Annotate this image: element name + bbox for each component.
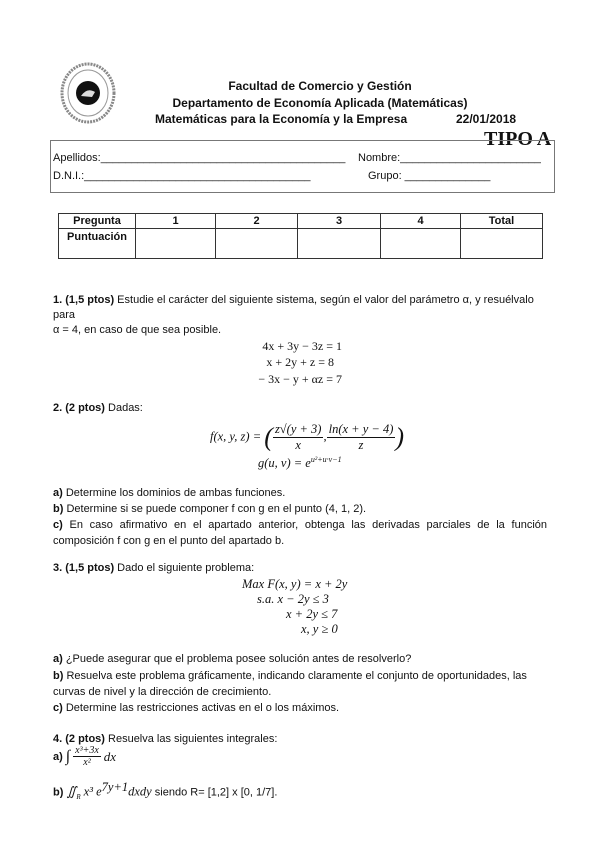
- q3-part-b-2: curvas de nivel y la dirección de crecimiento.: [53, 686, 272, 698]
- score-cell-total[interactable]: [461, 229, 543, 259]
- text: En caso afirmativo en el apartado anterior, obtenga las derivadas parciales de la función: [62, 519, 547, 531]
- label: a): [53, 653, 63, 665]
- integrand-numerator: x³+3x: [75, 745, 99, 756]
- label: c): [53, 519, 63, 531]
- g-exponent: u²+u·v−1: [310, 455, 342, 464]
- double-integral-sign: ∬: [66, 784, 77, 799]
- q1-heading: 1. (1,5 ptos): [53, 294, 115, 306]
- header-cell: 2: [216, 214, 298, 229]
- lp-constraint-1: s.a. x − 2y ≤ 3: [257, 592, 329, 606]
- question-4: [53, 733, 277, 745]
- lp-constraint-2: x + 2y ≤ 7: [286, 607, 338, 621]
- region-subscript: R: [76, 792, 81, 801]
- grupo-field[interactable]: Grupo: ______________: [368, 170, 491, 182]
- lp-objective: Max F(x, y) = x + 2y: [242, 577, 348, 591]
- region-text: siendo R= [1,2] x [0, 1/7].: [154, 786, 278, 799]
- header-cell: 3: [298, 214, 381, 229]
- dni-field[interactable]: D.N.I.:_____________________________________: [53, 170, 311, 182]
- integrand: x³ e: [83, 784, 102, 799]
- function-f: f(x, y, z) = ( $\frac{z√(y + 3)}{x}$ , $\frac{\ln(x + y - 4)}{z}$ ): [210, 422, 405, 452]
- f-den-2: z: [358, 438, 364, 452]
- label: b): [53, 670, 64, 682]
- score-cell-2[interactable]: [216, 229, 298, 259]
- university-logo: [60, 62, 116, 124]
- q2-heading: 2. (2 ptos): [53, 402, 105, 414]
- f-num-2: ln(x + y − 4): [328, 422, 394, 436]
- q1-text: Estudie el carácter del siguiente sistema, según el valor del parámetro α, y resuélvalo: [114, 294, 534, 306]
- score-table: [58, 213, 543, 259]
- equation-1: 4x + 3y − 3z = 1: [262, 339, 342, 353]
- q4-part-a: [53, 745, 116, 768]
- header-cell: Total: [461, 214, 543, 229]
- course-title: Matemáticas para la Economía y la Empresa: [155, 112, 408, 126]
- lp-constraint-3: x, y ≥ 0: [301, 622, 338, 636]
- q4-text: Resuelva las siguientes integrales:: [104, 733, 278, 745]
- score-cell-1[interactable]: [136, 229, 216, 259]
- differential: dxdy: [128, 784, 152, 799]
- label: b): [53, 786, 64, 799]
- label: a): [53, 487, 63, 499]
- q4-part-b: [53, 780, 277, 801]
- equation-3: − 3x − y + αz = 7: [258, 372, 342, 386]
- header-cell: 1: [136, 214, 216, 229]
- q2-part-c-2: composición f con g en el punto del apartado b.: [53, 535, 285, 547]
- score-cell-4[interactable]: [381, 229, 461, 259]
- integrand-denominator: x²: [83, 757, 91, 768]
- text: ¿Puede asegurar que el problema posee solución antes de resolverlo?: [62, 653, 412, 665]
- f-den-1: x: [295, 438, 301, 452]
- f-num-1: z√(y + 3): [274, 422, 322, 436]
- q1-text-3: α = 4, en caso de que sea posible.: [53, 324, 222, 336]
- q2-part-b: [53, 503, 366, 515]
- score-cell-3[interactable]: [298, 229, 381, 259]
- header-cell: Pregunta: [59, 214, 136, 229]
- f-lhs: f(x, y, z) =: [210, 429, 262, 444]
- q1-text-2: para: [53, 309, 76, 321]
- label: a): [53, 750, 63, 763]
- header-cell: 4: [381, 214, 461, 229]
- q2-text: Dadas:: [104, 402, 143, 414]
- score-row: [59, 229, 543, 259]
- row-label: Puntuación: [59, 229, 136, 259]
- text: Determine si se puede componer f con g en el punto (4, 1, 2).: [63, 503, 367, 515]
- text: Determine las restricciones activas en el o los máximos.: [62, 702, 340, 714]
- nombre-field[interactable]: Nombre:_______________________: [358, 152, 541, 164]
- q2-part-c: [53, 519, 547, 531]
- q3-part-b: [53, 670, 527, 682]
- q3-text: Dado el siguiente problema:: [114, 562, 255, 574]
- apellidos-field[interactable]: Apellidos:________________________________________: [53, 152, 346, 164]
- text: Determine los dominios de ambas funciones.: [62, 487, 286, 499]
- question-3: [53, 562, 254, 574]
- function-g: [258, 455, 342, 471]
- exponent: 7y+1: [101, 780, 129, 794]
- student-info-box: [50, 140, 555, 193]
- score-table-header: [59, 214, 543, 229]
- department-title: Departamento de Economía Aplicada (Matemáticas): [172, 96, 468, 110]
- q3-part-a: [53, 653, 411, 665]
- faculty-title: Facultad de Comercio y Gestión: [228, 79, 412, 93]
- label: b): [53, 503, 64, 515]
- text: Resuelva este problema gráficamente, indicando claramente el conjunto de oportunidades, las: [63, 670, 527, 682]
- exam-date: 22/01/2018: [456, 112, 517, 126]
- question-2: [53, 402, 143, 414]
- question-1: [53, 294, 534, 306]
- q3-part-c: [53, 702, 339, 714]
- differential: dx: [103, 748, 117, 764]
- exam-type: TIPO A: [484, 128, 552, 150]
- integral-sign: ∫: [65, 747, 71, 765]
- q2-part-a: [53, 487, 285, 499]
- equation-2: x + 2y + z = 8: [266, 355, 334, 369]
- g-lhs: g(u, v) = e: [258, 456, 311, 471]
- q3-heading: 3. (1,5 ptos): [53, 562, 115, 574]
- label: c): [53, 702, 63, 714]
- q4-heading: 4. (2 ptos): [53, 733, 105, 745]
